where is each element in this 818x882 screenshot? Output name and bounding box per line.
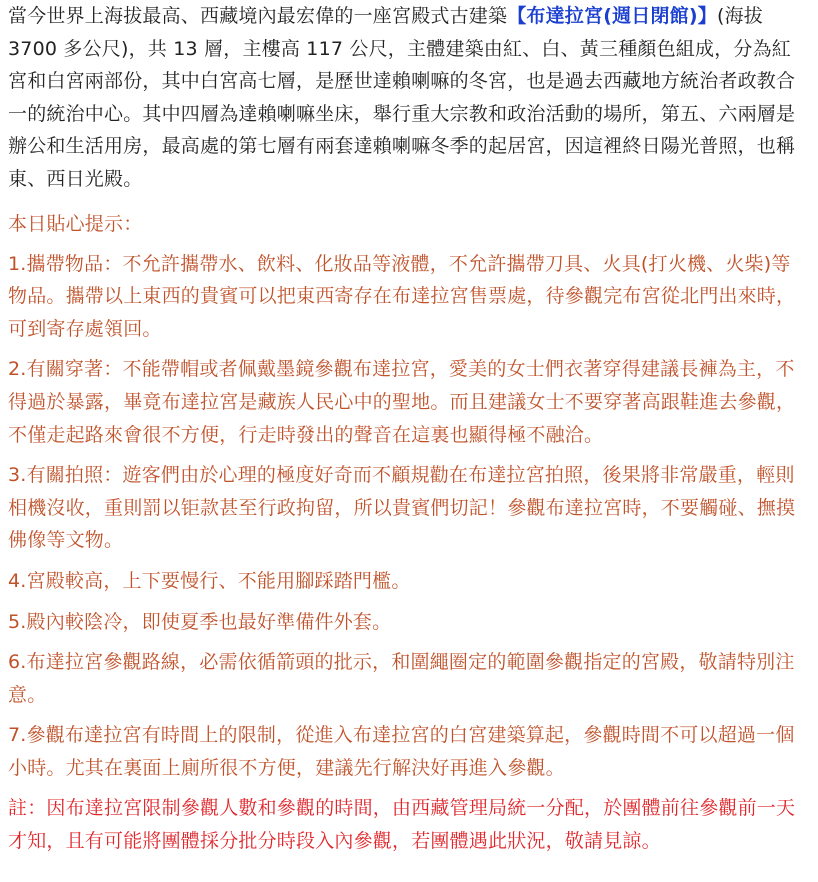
intro-text-after: (海拔3700 多公尺)，共 13 層，主樓高 117 公尺，主體建築由紅、白、黃三種顏色組成，分為紅宮和白宮兩部份，其中白宮高七層，是歷世達賴喇嘛的冬宮，也是過去西藏地方統治者政教合一的統治中心。其中四層為達賴喇嘛坐床，舉行重大宗教和政治活動的場所，第五、六兩層是辦公和生活用房，最高處的第七層有兩套達賴喇嘛冬季的起居宮，因這裡終日陽光普照，也稱東、西日光殿。 xyxy=(8,5,796,190)
intro-paragraph xyxy=(8,0,808,196)
tip-walk-slowly: 4.宮殿較高，上下要慢行、不能用腳踩踏門檻。 xyxy=(8,569,411,592)
tips-heading: 本日貼心提示： xyxy=(8,212,143,235)
tip-photography: 3.有關拍照：遊客們由於心理的極度好奇而不顧規勸在布達拉宮拍照，後果將非常嚴重，輕則相機沒收，重則罰以钜款甚至行政拘留，所以貴賓們切記！參觀布達拉宮時，不要觸碰、撫摸佛像等文物。 xyxy=(8,464,796,552)
tip-dress-code: 2.有關穿著：不能帶帽或者佩戴墨鏡參觀布達拉宮，愛美的女士們衣著穿得建議長褲為主，不得過於暴露，畢竟布達拉宮是藏族人民心中的聖地。而且建議女士不要穿著高跟鞋進去參觀，不僅走起路來會很不方便，行走時發出的聲音在這裏也顯得極不融洽。 xyxy=(8,358,796,446)
potala-palace-highlight: 【布達拉宮(週日閉館)】 xyxy=(507,5,717,27)
tip-visit-route: 6.布達拉宮參觀路線，必需依循箭頭的批示，和圍繩圈定的範圍參觀指定的宮殿，敬請特別注意。 xyxy=(8,651,795,706)
tip-time-limit: 7.參觀布達拉宮有時間上的限制，從進入布達拉宮的白宮建築算起，參觀時間不可以超過一個小時。尤其在裏面上廁所很不方便，建議先行解決好再進入參觀。 xyxy=(8,724,795,779)
group-visit-note: 註：因布達拉宮限制參觀人數和參觀的時間，由西藏管理局統一分配，於團體前往參觀前一天才知，且有可能將團體採分批分時段入內參觀，若團體遇此狀況，敬請見諒。 xyxy=(8,797,796,853)
tip-bring-jacket: 5.殿內較陰冷，即使夏季也最好準備件外套。 xyxy=(8,610,392,633)
intro-text-before: 當今世界上海拔最高、西藏境內最宏偉的一座宮殿式古建築 xyxy=(8,5,508,27)
tip-carry-items: 1.攜帶物品：不允許攜帶水、飲料、化妝品等液體，不允許攜帶刀具、火具(打火機、火柴)等物品。攜帶以上東西的貴賓可以把東西寄存在布達拉宮售票處，待參觀完布宮從北門出來時，可到寄存處領回。 xyxy=(8,252,796,340)
